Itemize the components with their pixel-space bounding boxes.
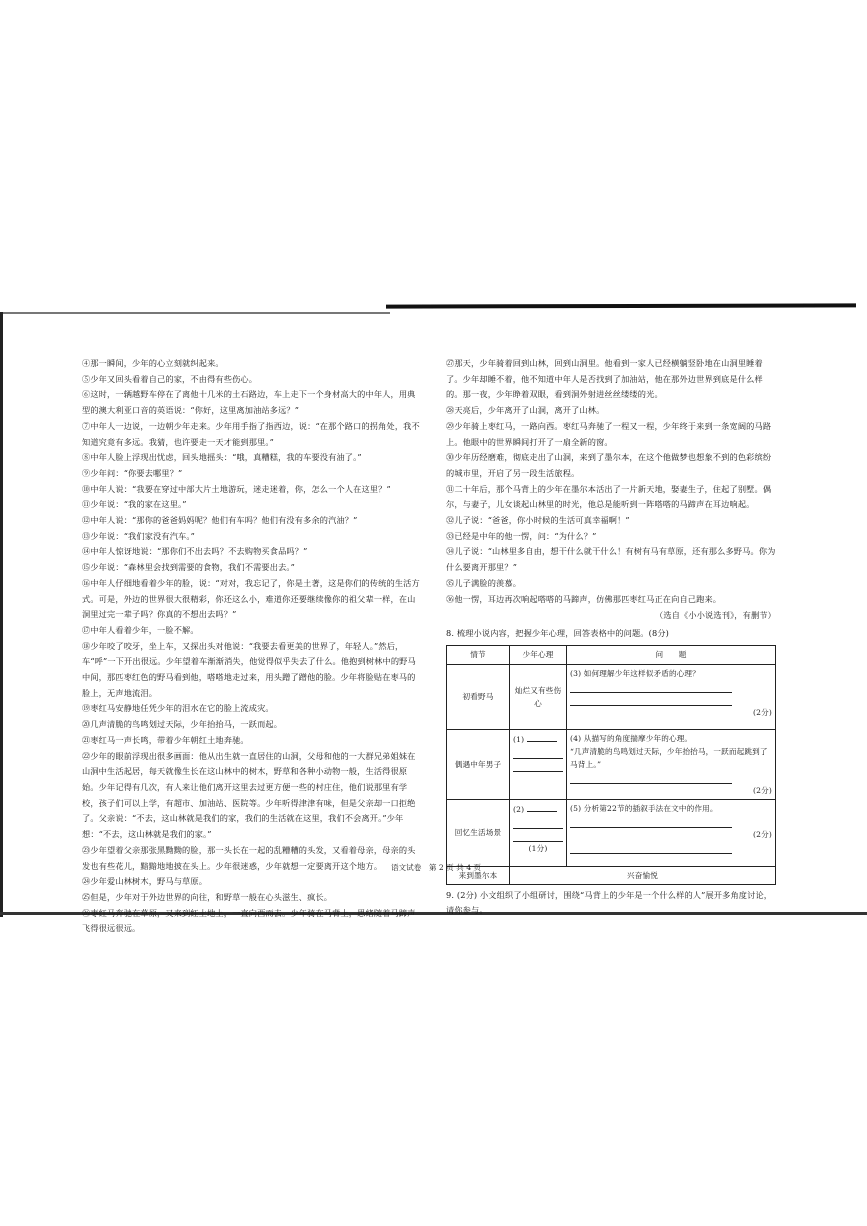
plot-cell: 回忆生活场景 [447, 799, 510, 866]
paragraph: ⑲枣红马安静地任凭少年的泪水在它的脸上流成灾。 [82, 703, 274, 714]
paragraph: ⑬少年说：“我们家没有汽车。” [82, 530, 195, 541]
right-column [446, 356, 776, 919]
scan-edge-left [0, 312, 3, 917]
answer-line[interactable] [570, 841, 732, 854]
question-cell [567, 729, 776, 799]
paragraph: ㉖枣红马奔驰在草原，又来到红土地上，一直向西而去。少年骑在马背上，思绪随着马蹄声飞得很远很远。 [82, 907, 416, 934]
paragraph: ㉚少年历经磨难，彻底走出了山洞，来到了墨尔本，在这个他做梦也想象不到的色彩缤纷的城市里，开启了另一段生活旅程。 [446, 452, 772, 478]
paragraph: ㉞儿子说：“山林里多自由，想干什么就干什么！有树有马有草原，还有那么多野马。你为什么要离开那里？” [446, 546, 776, 573]
paragraph: ⑭中年人惊讶地说：“那你们不出去吗？不去购物买食品吗？” [82, 546, 308, 557]
header-question: 问 题 [567, 645, 776, 664]
source-note: （选自《小小说选刊》，有删节） [655, 610, 776, 621]
table-row [447, 799, 776, 866]
mind-cell [510, 729, 567, 799]
question-8-title: 8. 梳理小说内容，把握少年心理，回答表格中的问题。(8分) [446, 627, 670, 638]
left-column [82, 356, 422, 937]
mind-cell: 兴奋愉悦 [510, 866, 776, 884]
paragraph: ⑪少年说：“我的家在这里。” [82, 499, 187, 510]
paragraph: ⑦中年人一边说，一边朝少年走来。少年用手指了指西边，说：“在那个路口的拐角处，我不知道究竟有多远。我猜，也许要走一天才能到那里。” [82, 420, 420, 447]
plot-cell: 偶遇中年男子 [447, 729, 510, 799]
blank-number: (2) [513, 804, 525, 814]
answer-line[interactable] [570, 680, 732, 693]
question-cell [567, 799, 776, 866]
right-paragraphs [446, 356, 776, 607]
paragraph: ㉘天亮后，少年离开了山洞，离开了山林。 [446, 405, 605, 416]
table-row [447, 664, 776, 729]
table-row [447, 729, 776, 799]
scan-border-left-top [0, 312, 390, 314]
paragraph: ㊱他一愣，耳边再次响起嗒嗒的马蹄声，仿佛那匹枣红马正在向自己跑来。 [446, 593, 722, 604]
paragraph: ④那一瞬间，少年的心立刻就纠起来。 [82, 358, 224, 368]
paragraph: ⑧中年人脸上浮现出忧虑，回头地摇头：“哦，真糟糕，我的车要没有油了。” [82, 452, 362, 463]
score-label: (2分) [753, 829, 772, 839]
paragraph: ⑳几声清脆的鸟鸣划过天际，少年抬抬马，一跃而起。 [82, 719, 283, 730]
paragraph: ㉟儿子满脸的羡慕。 [446, 577, 522, 588]
answer-line[interactable] [513, 816, 563, 829]
mind-cell: 灿烂又有些伤心 [510, 664, 567, 729]
paragraph: ⑮少年说：“森林里会找到需要的食物，我们不需要出去。” [82, 562, 296, 573]
paragraph: ㉕但是，少年对于外边世界的向往，和野草一般在心头滋生、疯长。 [82, 891, 333, 902]
question-text: (3) 如何理解少年这样似矛盾的心理？ [570, 668, 700, 678]
mind-cell [510, 799, 567, 866]
table-header-row [447, 645, 776, 664]
paragraph: ⑤少年又回头看着自己的家，不由得有些伤心。 [82, 373, 258, 384]
plot-cell: 初看野马 [447, 664, 510, 729]
score-label: (2分) [753, 707, 772, 717]
answer-line[interactable] [513, 759, 563, 772]
scan-border-top [386, 303, 856, 308]
answer-line[interactable] [513, 829, 563, 842]
quote-text: “几声清脆的鸟鸣划过天际，少年抬抬马，一跃而起跳到了马背上。” [570, 746, 768, 769]
paragraph: ⑩中年人说：“我要在穿过中部大片土地游玩，迷走迷着，你，怎么一个人在这里？” [82, 483, 391, 494]
paragraph: ㉛二十年后，那个马背上的少年在墨尔本活出了一片新天地，娶妻生子，住起了别墅。偶尔，与妻子，儿女谈起山林里的时光，他总是能听到一阵嗒嗒的马蹄声在耳边响起。 [446, 483, 772, 510]
paragraph: ⑱少年咬了咬牙，坐上车，又探出头对他说：“我要去看更美的世界了，年轻人。”然后，车“呼”一下开出很远。少年望着车渐渐消失，他觉得似乎失去了什么。他抱到树林中的野马中间，那匹枣红色的野马看到他，嗒嗒地走过来，用头蹭了蹭他的脸。少年将脸贴在枣马的脸上，无声地流泪。 [82, 640, 416, 698]
question-text: (4) 从描写的角度揣摩少年的心理。 [570, 733, 693, 743]
question-8-table [446, 645, 776, 885]
answer-blank[interactable] [527, 802, 557, 812]
answer-line[interactable] [513, 746, 563, 759]
paragraph: ㉗那天，少年骑着回到山林，回到山洞里。他看到一家人已经横躺竖卧地在山洞里睡着了。少年却睡不着，他不知道中年人是否找到了加油站，他在那外边世界到底是什么样的。那一夜，少年睁着双眼，看到洞外射进丝丝缕缕的光。 [446, 358, 763, 400]
paragraph: ㉝已经是中年的他一愣，问：“为什么？” [446, 530, 597, 541]
paragraph: ⑰中年人看着少年，一脸不解。 [82, 624, 199, 635]
paragraph: ㉔少年爱山林树木，野马与草原。 [82, 876, 208, 887]
plot-cell: 来到墨尔本 [447, 866, 510, 884]
paragraph: ㉓少年望着父亲那张黑黝黝的脸，那一头长在一起的乱糟糟的头发，又看着母亲，母亲的头发也有些花儿，黯黯地地披在头上。少年很迷惑，少年就想一定要离开这个地方。 [82, 844, 416, 871]
answer-line[interactable] [570, 771, 732, 784]
header-mind: 少年心理 [510, 645, 567, 664]
paragraph: ⑯中年人仔细地看着少年的脸，说：“对对，我忘记了，你是土著，这是你们的传统的生活方式。可是，外边的世界很大很精彩，你还这么小，难道你还要继续像你的祖父辈一样，在山洞里过完一辈子吗？你真的不想出去吗？” [82, 577, 420, 620]
question-cell [567, 664, 776, 729]
answer-line[interactable] [570, 815, 732, 828]
paragraph: ⑨少年问：“你要去哪里？” [82, 467, 183, 478]
answer-line[interactable] [570, 693, 732, 706]
question-text: (5) 分析第22节的插叙手法在文中的作用。 [570, 803, 718, 813]
paragraph: ㉒少年的眼前浮现出很多画面：他从出生就一直居住的山洞，父母和他的一大群兄弟姐妹在山洞中生活起居，每天就像生长在这山林中的树木，野草和各种小动物一般，生活得很原始。少年记得有几次，有人来让他们离开这里去过更方便一些的村庄住，他们说那里有学校，孩子们可以上学，有超市、加油站、医院等。少年听得津津有味，但是父亲却一口拒绝了。父亲说：“不去，这山林就是我们的家，我们的生活就在这里，我们不会离开。”少年想：“不去，这山林就是我们的家。” [82, 750, 416, 840]
blank-number: (1) [513, 734, 525, 744]
paragraph: ㉑枣红马一声长鸣，带着少年朝红土地奔驰。 [82, 734, 249, 745]
answer-blank[interactable] [527, 732, 557, 742]
paragraph: ⑫中年人说：“那你的爸爸妈妈呢？他们有车吗？他们有没有多余的汽油？” [82, 515, 358, 526]
score-label: (1分) [528, 843, 548, 853]
header-plot: 情节 [447, 645, 510, 664]
paragraph: ⑥这时，一辆越野车停在了离他十几米的土石路边，车上走下一个身材高大的中年人，用典型的澳大利亚口音的英语说：“你好，这里离加油站多远？” [82, 389, 416, 416]
paragraph: ㉜儿子说：“爸爸，你小时候的生活可真幸福啊！” [446, 515, 630, 526]
page-footer: 语文试卷 第 2 页 共 4 页 [390, 863, 482, 872]
question-9: 9. (2分) 小文组织了小组研讨，围绕“马背上的少年是一个什么样的人”展开多角度讨论，请你参与。 [446, 889, 773, 916]
paragraph: ㉙少年骑上枣红马，一路向西。枣红马奔驰了一程又一程，少年终于来到一条宽阔的马路上。他眼中的世界瞬间打开了一扇全新的窗。 [446, 420, 772, 447]
score-label: (2分) [753, 785, 772, 795]
